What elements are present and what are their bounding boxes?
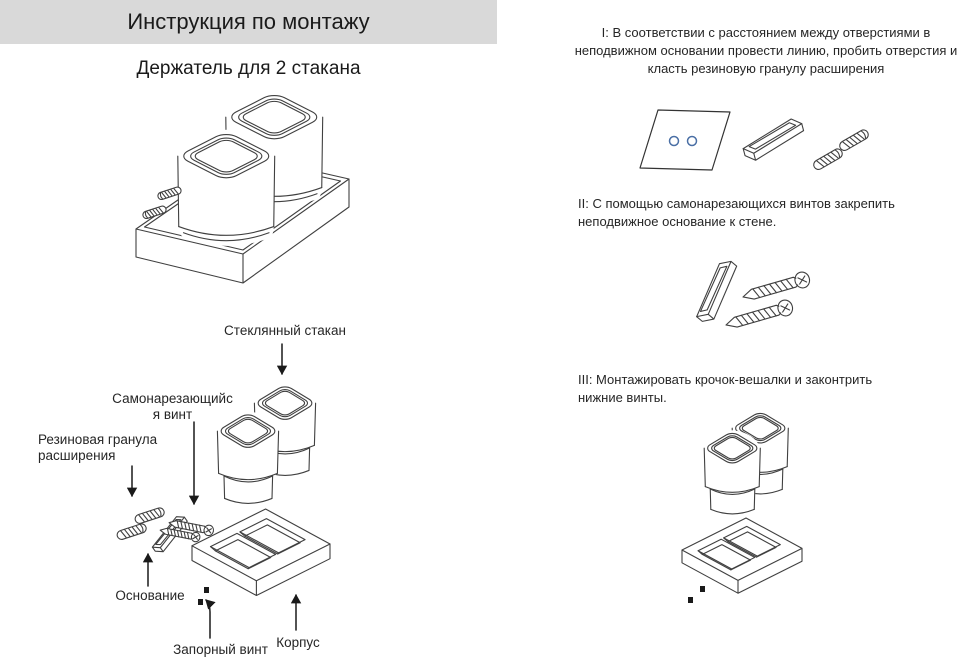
step1-figure bbox=[640, 110, 870, 171]
step3-figure bbox=[682, 410, 802, 603]
label-body: Корпус bbox=[276, 635, 320, 650]
set-screw bbox=[198, 599, 203, 605]
exploded-diagram bbox=[116, 344, 330, 638]
step2-figure bbox=[684, 257, 811, 333]
rubber-granule-drawing bbox=[134, 507, 165, 525]
label-self-tapping-screw: Самонарезающийс я винт bbox=[112, 391, 233, 422]
label-rubber-granule: Резиновая гранула расширения bbox=[38, 432, 158, 463]
body-tray-drawing bbox=[682, 518, 802, 593]
rubber-granule-drawing bbox=[812, 147, 844, 171]
self-tapping-screw-drawing bbox=[741, 270, 812, 304]
glass-cup-drawing bbox=[217, 411, 278, 503]
step-3-text: III: Монтажировать крочок-вешалки и законтрить нижние винты. bbox=[578, 372, 873, 405]
step-2-text: II: С помощью самонарезающихся винтов закрепить неподвижное основание к стене. bbox=[578, 196, 895, 229]
glass-cup-drawing bbox=[178, 130, 275, 246]
label-glass-cup: Стеклянный стакан bbox=[224, 323, 346, 338]
main-product-drawing bbox=[136, 91, 349, 283]
step-1-text: I: В соответствии с расстоянием между отверстиями в неподвижном основании провести линию, пробить отверстия и класть резиновую гранулу расширения bbox=[574, 25, 958, 76]
rubber-granule-drawing bbox=[838, 128, 870, 152]
rubber-granule-drawing bbox=[116, 523, 147, 541]
self-tapping-screw-drawing bbox=[724, 298, 795, 332]
set-screw bbox=[700, 586, 705, 592]
label-base: Основание bbox=[115, 588, 185, 603]
label-locking-screw: Запорный винт bbox=[173, 642, 268, 657]
marking-plate-drawing bbox=[640, 110, 730, 170]
glass-cup-drawing bbox=[704, 430, 760, 514]
product-subtitle: Держатель для 2 стакана bbox=[136, 58, 361, 79]
base-bracket-drawing bbox=[739, 117, 808, 163]
label-arrow-locking-screw bbox=[206, 600, 210, 638]
set-screw bbox=[204, 587, 209, 593]
page-title: Инструкция по монтажу bbox=[127, 9, 370, 34]
set-screw bbox=[688, 597, 693, 603]
body-tray-drawing bbox=[192, 509, 330, 595]
